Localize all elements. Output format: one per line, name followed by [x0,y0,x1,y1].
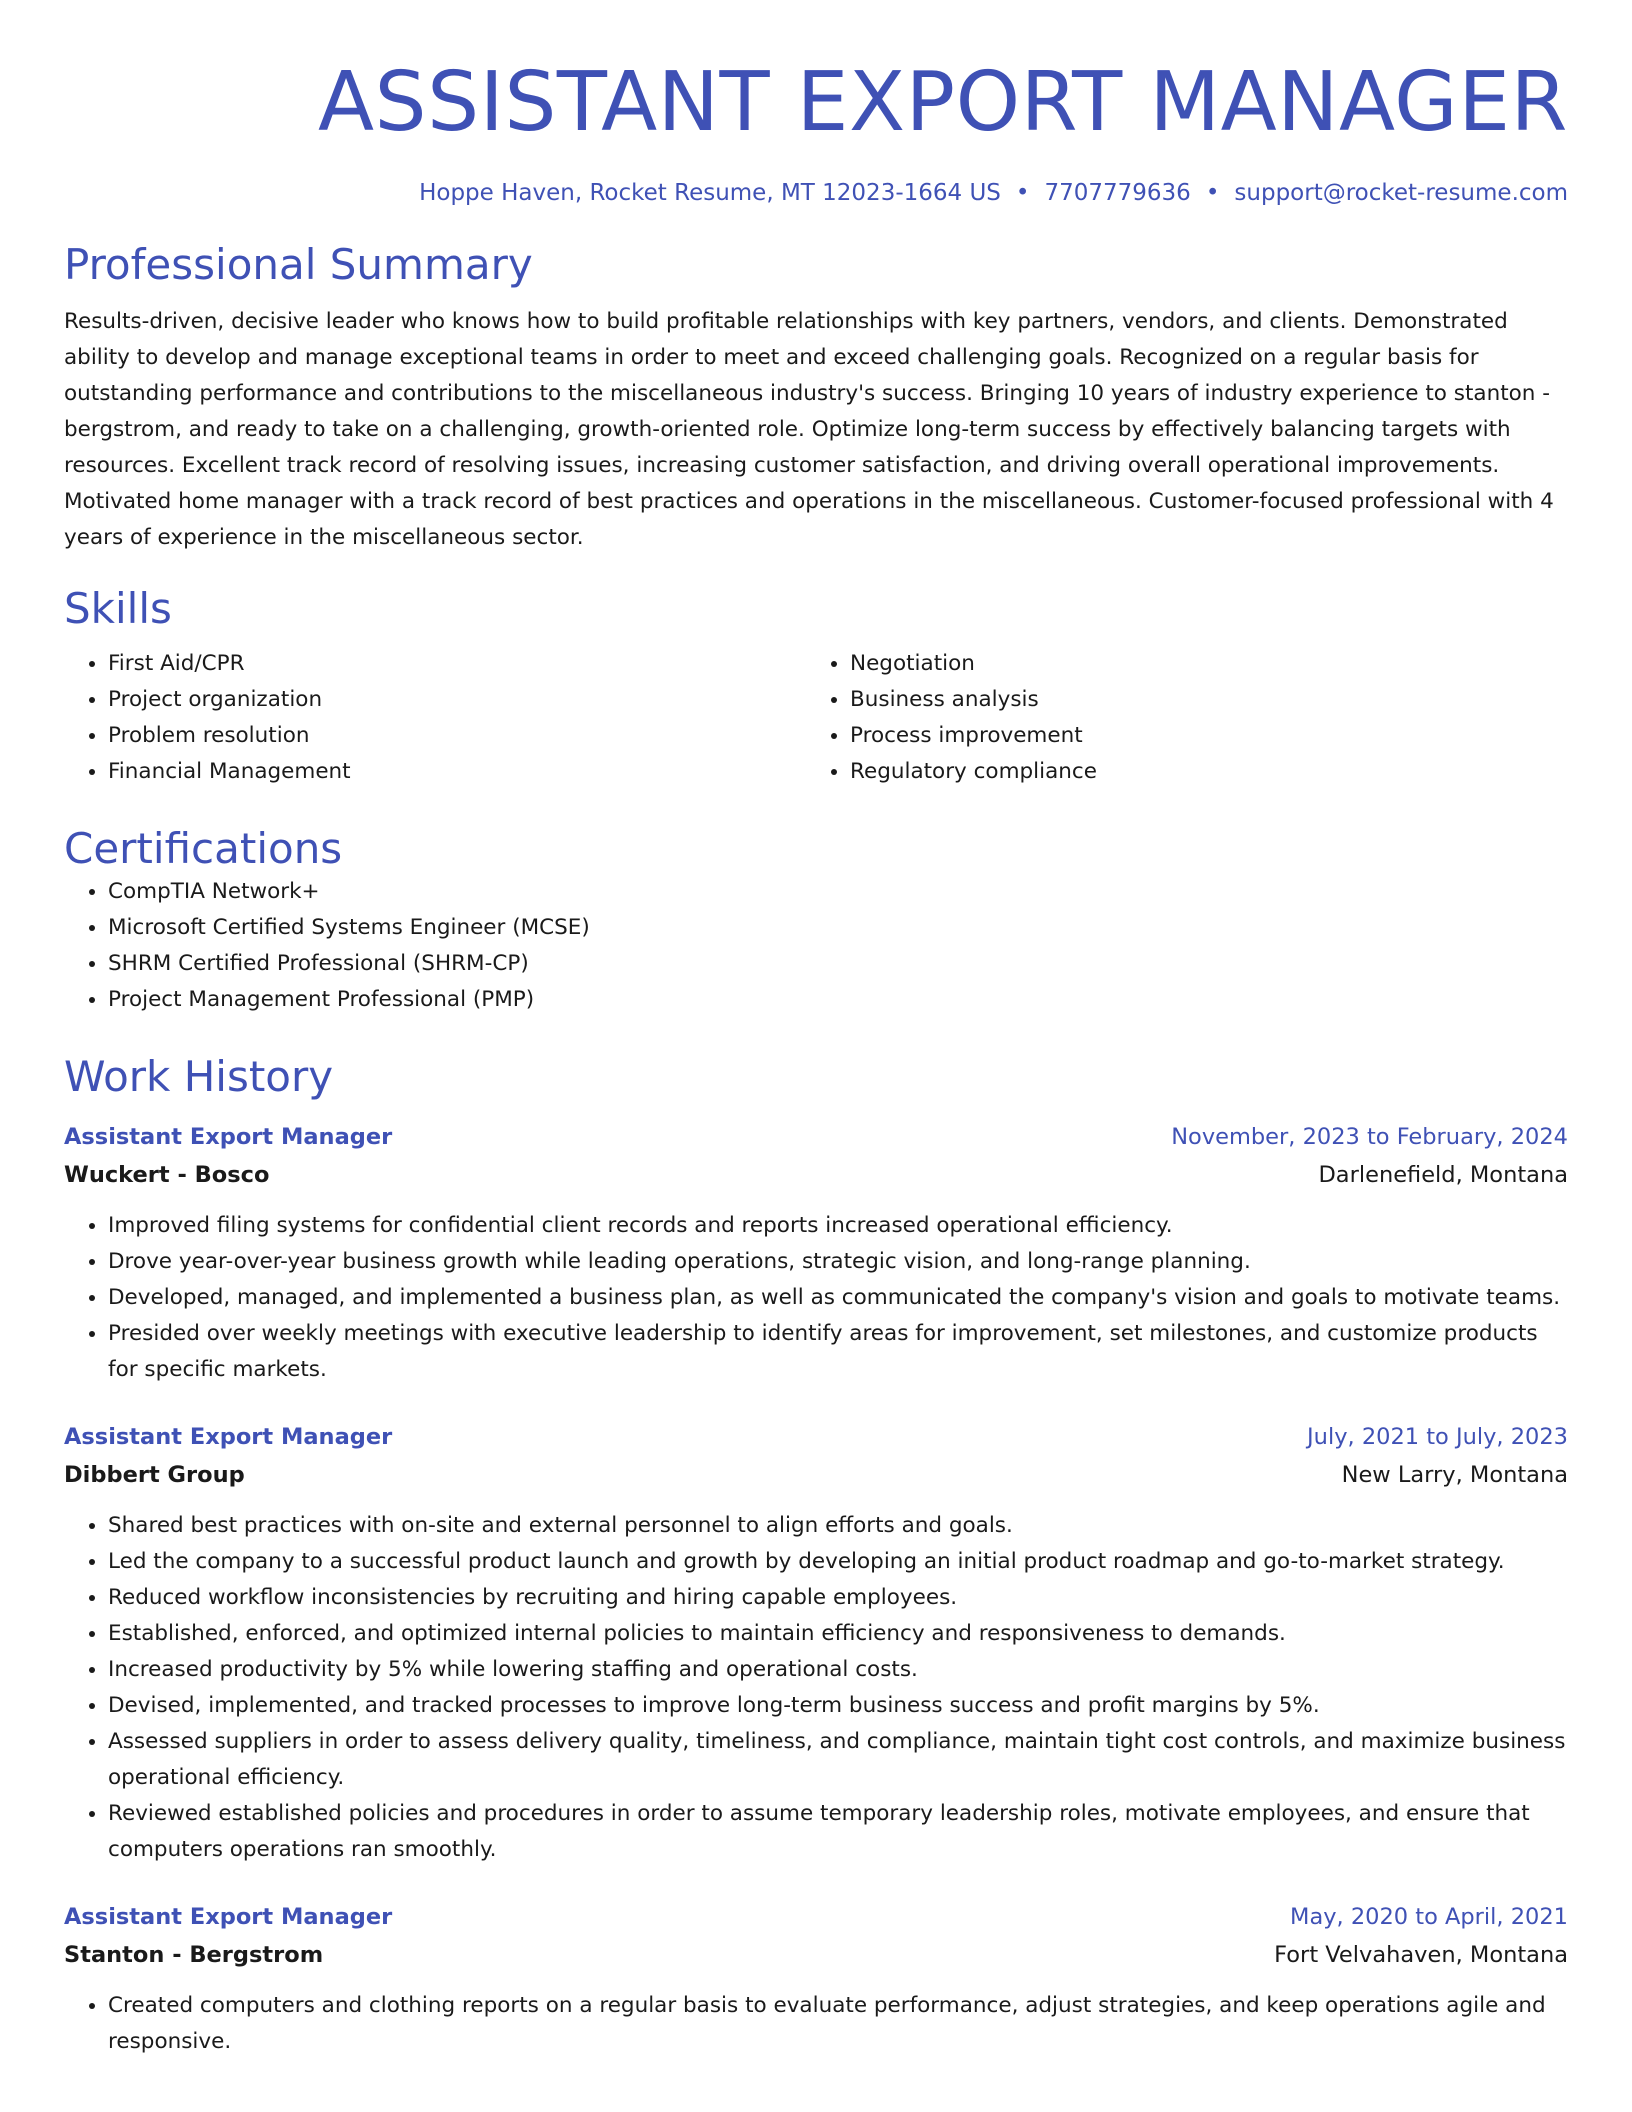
skill-item: • First Aid/CPR [108,646,806,682]
contact-address: Hoppe Haven, Rocket Resume, MT 12023-1664 US [419,180,1001,206]
job-header-row [64,1118,1568,1156]
section-title-summary: Professional Summary [64,240,533,289]
job-title: Assistant Export Manager [64,1904,393,1930]
contact-separator: • [1205,180,1220,206]
skills-column-right [806,646,1548,790]
job-bullet: • Increased productivity by 5% while lowering staffing and operational costs. [108,1652,1568,1688]
job-bullet: • Improved filing systems for confidential client records and reports increased operational efficiency. [108,1208,1568,1244]
job-location: Darlenefield, Montana [1318,1162,1568,1188]
job-company-row [64,1156,1568,1194]
skill-item: • Financial Management [108,754,806,790]
job-dates: May, 2020 to April, 2021 [1290,1904,1568,1930]
job-bullet: • Presided over weekly meetings with executive leadership to identify areas for improvement, set milestones, and customize products for specific markets. [108,1316,1568,1388]
job-entry [64,1898,1568,2060]
job-bullet: • Created computers and clothing reports on a regular basis to evaluate performance, adjust strategies, and keep operations agile and responsive. [108,1988,1568,2060]
contact-separator: • [1015,180,1030,206]
contact-phone: 7707779636 [1044,180,1191,206]
job-bullets [64,1208,1568,1388]
job-bullet: • Devised, implemented, and tracked processes to improve long-term business success and profit margins by 5%. [108,1688,1568,1724]
job-bullets [64,1508,1568,1868]
job-bullet: • Shared best practices with on-site and external personnel to align efforts and goals. [108,1508,1568,1544]
certification-item: • CompTIA Network+ [108,874,1568,910]
skills-grid [64,646,1568,790]
job-entry [64,1118,1568,1388]
skill-item: • Project organization [108,682,806,718]
section-title-work-history: Work History [64,1052,334,1101]
job-header-row [64,1418,1568,1456]
job-bullet: • Reviewed established policies and procedures in order to assume temporary leadership roles, motivate employees, and ensure that computers operations ran smoothly. [108,1796,1568,1868]
section-title-skills: Skills [64,584,172,633]
skills-column-left [64,646,806,790]
certification-item: • Project Management Professional (PMP) [108,982,1568,1018]
job-company: Stanton - Bergstrom [64,1942,324,1968]
job-bullet: • Drove year-over-year business growth while leading operations, strategic vision, and long-range planning. [108,1244,1568,1280]
job-title: Assistant Export Manager [64,1424,393,1450]
job-bullet: • Established, enforced, and optimized internal policies to maintain efficiency and responsiveness to demands. [108,1616,1568,1652]
skill-item: • Problem resolution [108,718,806,754]
job-header-row [64,1898,1568,1936]
job-bullets [64,1988,1568,2060]
job-bullet: • Reduced workflow inconsistencies by recruiting and hiring capable employees. [108,1580,1568,1616]
job-title: Assistant Export Manager [64,1124,393,1150]
skill-item: • Regulatory compliance [850,754,1548,790]
contact-email[interactable]: support@rocket-resume.com [1234,180,1568,206]
section-title-certifications: Certifications [64,824,343,873]
job-dates: July, 2021 to July, 2023 [1307,1424,1568,1450]
job-company-row [64,1456,1568,1494]
job-company: Dibbert Group [64,1462,245,1488]
skills-list-left [64,646,806,790]
job-bullet: • Developed, managed, and implemented a business plan, as well as communicated the company's vision and goals to motivate teams. [108,1280,1568,1316]
job-bullet: • Led the company to a successful product launch and growth by developing an initial product roadmap and go-to-market strategy. [108,1544,1568,1580]
contact-line [64,178,1568,208]
resume-name: ASSISTANT EXPORT MANAGER [317,55,1568,150]
job-location: Fort Velvahaven, Montana [1274,1942,1568,1968]
skill-item: • Negotiation [850,646,1548,682]
summary-text: Results-driven, decisive leader who knows how to build profitable relationships with key partners, vendors, and clients. Demonstrated ability to develop and manage exceptional teams in order to meet and exceed challenging goals. Recognized on a regular basis for outstanding performance and contributions to the miscellaneous industry's success. Bringing 10 years of industry experience to stanton - bergstrom, and ready to take on a challenging, growth-oriented role. Optimize long-term success by effectively balancing targets with resources. Excellent track record of resolving issues, increasing customer satisfaction, and driving overall operational improvements. Motivated home manager with a track record of best practices and operations in the miscellaneous. Customer-focused professional with 4 years of experience in the miscellaneous sector. [64,309,1554,550]
skills-list-right [806,646,1548,790]
certification-item: • SHRM Certified Professional (SHRM-CP) [108,946,1568,982]
certifications-list [64,874,1568,1018]
job-company: Wuckert - Bosco [64,1162,270,1188]
job-company-row [64,1936,1568,1974]
certification-item: • Microsoft Certified Systems Engineer (MCSE) [108,910,1568,946]
job-location: New Larry, Montana [1341,1462,1568,1488]
skill-item: • Process improvement [850,718,1548,754]
job-entry [64,1418,1568,1868]
job-dates: November, 2023 to February, 2024 [1171,1124,1568,1150]
job-bullet: • Assessed suppliers in order to assess delivery quality, timeliness, and compliance, maintain tight cost controls, and maximize business operational efficiency. [108,1724,1568,1796]
skill-item: • Business analysis [850,682,1548,718]
